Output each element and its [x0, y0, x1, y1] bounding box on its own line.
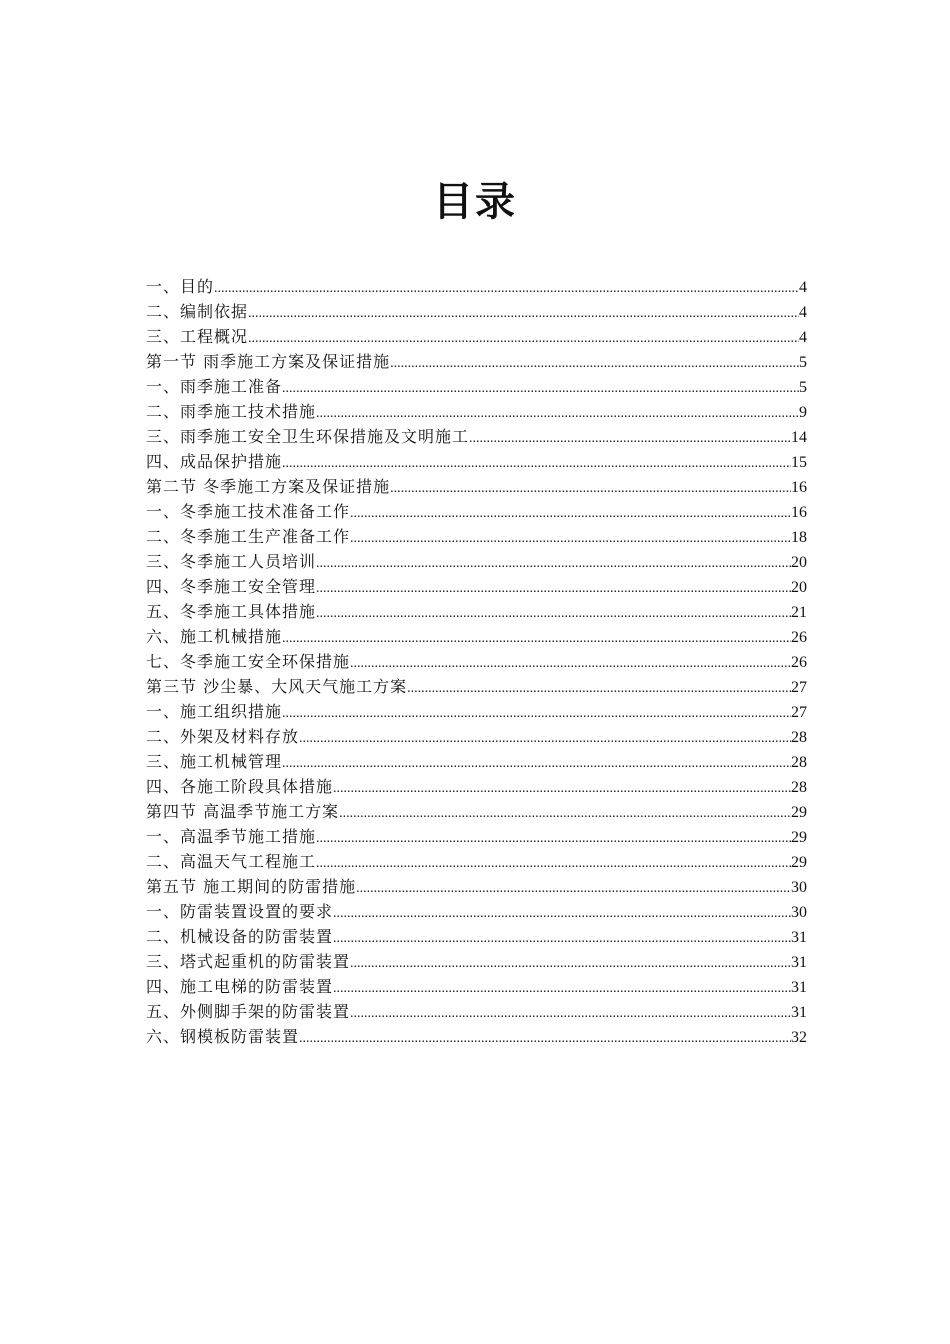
- toc-entry-title: 四、施工电梯的防雷装置: [146, 977, 334, 996]
- toc-entry[interactable]: [146, 324, 807, 349]
- dot-leader: [282, 701, 791, 726]
- toc-entry-title: 三、雨季施工安全卫生环保措施及文明施工: [146, 427, 470, 446]
- toc-page-number: 29: [791, 854, 807, 871]
- dot-leader: [282, 626, 791, 651]
- toc-entry[interactable]: [146, 474, 807, 499]
- dot-leader: [339, 801, 791, 826]
- toc-entry-title: 二、高温天气工程施工: [146, 852, 317, 871]
- toc-entry[interactable]: [146, 874, 807, 899]
- toc-entry[interactable]: [146, 924, 807, 949]
- toc-page-number: 16: [791, 479, 807, 496]
- dot-leader: [333, 976, 791, 1001]
- toc-entry-title: 二、机械设备的防雷装置: [146, 927, 334, 946]
- toc-entry[interactable]: [146, 749, 807, 774]
- dot-leader: [316, 576, 791, 601]
- toc-entry[interactable]: [146, 549, 807, 574]
- dot-leader: [333, 926, 791, 951]
- toc-entry-title: 一、防雷装置设置的要求: [146, 902, 334, 921]
- toc-page-number: 5: [799, 354, 807, 371]
- dot-leader: [350, 501, 791, 526]
- dot-leader: [316, 826, 791, 851]
- toc-entry-title: 第二节 冬季施工方案及保证措施: [146, 477, 391, 496]
- toc-entry-title: 一、雨季施工准备: [146, 377, 283, 396]
- toc-entry[interactable]: [146, 949, 807, 974]
- dot-leader: [390, 476, 791, 501]
- toc-entry-title: 一、目的: [146, 277, 215, 296]
- toc-entry-title: 一、施工组织措施: [146, 702, 283, 721]
- toc-entry[interactable]: [146, 449, 807, 474]
- toc-entry[interactable]: [146, 624, 807, 649]
- toc-entry[interactable]: [146, 349, 807, 374]
- toc-entry[interactable]: [146, 699, 807, 724]
- toc-entry-title: 一、高温季节施工措施: [146, 827, 317, 846]
- toc-page-number: 4: [799, 329, 807, 346]
- dot-leader: [248, 301, 799, 326]
- toc-entry-title: 二、雨季施工技术措施: [146, 402, 317, 421]
- toc-page-number: 31: [791, 979, 807, 996]
- toc-page-number: 27: [791, 704, 807, 721]
- toc-entry-title: 二、冬季施工生产准备工作: [146, 527, 351, 546]
- toc-entry[interactable]: [146, 524, 807, 549]
- dot-leader: [350, 651, 791, 676]
- dot-leader: [316, 851, 791, 876]
- toc-entry-title: 三、冬季施工人员培训: [146, 552, 317, 571]
- toc-entry[interactable]: [146, 599, 807, 624]
- toc-entry-title: 四、各施工阶段具体措施: [146, 777, 334, 796]
- toc-entry-title: 四、成品保护措施: [146, 452, 283, 471]
- toc-entry-title: 三、施工机械管理: [146, 752, 283, 771]
- toc-page-number: 29: [791, 829, 807, 846]
- toc-entry-title: 六、施工机械措施: [146, 627, 283, 646]
- toc-page-number: 30: [791, 879, 807, 896]
- toc-page-number: 21: [791, 604, 807, 621]
- toc-entry[interactable]: [146, 999, 807, 1024]
- toc-entry[interactable]: [146, 724, 807, 749]
- toc-entry-title: 二、编制依据: [146, 302, 249, 321]
- toc-page-number: 26: [791, 629, 807, 646]
- toc-page-number: 9: [799, 404, 807, 421]
- toc-page-number: 30: [791, 904, 807, 921]
- toc-entry[interactable]: [146, 974, 807, 999]
- toc-entry[interactable]: [146, 649, 807, 674]
- toc-entry[interactable]: [146, 499, 807, 524]
- toc-page-number: 20: [791, 554, 807, 571]
- dot-leader: [316, 401, 799, 426]
- toc-entry-title: 第三节 沙尘暴、大风天气施工方案: [146, 677, 408, 696]
- toc-page-number: 28: [791, 779, 807, 796]
- toc-entry-title: 一、冬季施工技术准备工作: [146, 502, 351, 521]
- toc-entry-title: 六、钢模板防雷装置: [146, 1027, 300, 1046]
- dot-leader: [282, 451, 791, 476]
- toc-entry-title: 四、冬季施工安全管理: [146, 577, 317, 596]
- dot-leader: [316, 601, 791, 626]
- toc-page-number: 29: [791, 804, 807, 821]
- toc-entry[interactable]: [146, 849, 807, 874]
- toc-page-number: 31: [791, 954, 807, 971]
- dot-leader: [282, 751, 791, 776]
- dot-leader: [390, 351, 799, 376]
- toc-entry[interactable]: [146, 899, 807, 924]
- toc-entry[interactable]: [146, 374, 807, 399]
- toc-page-number: 20: [791, 579, 807, 596]
- page-title: 目录: [433, 179, 517, 225]
- toc-entry-title: 二、外架及材料存放: [146, 727, 300, 746]
- toc-page-number: 18: [791, 529, 807, 546]
- dot-leader: [350, 1001, 791, 1026]
- toc-page-number: 5: [799, 379, 807, 396]
- dot-leader: [333, 776, 791, 801]
- toc-page-number: 32: [791, 1029, 807, 1046]
- dot-leader: [299, 1026, 791, 1051]
- toc-entry[interactable]: [146, 299, 807, 324]
- toc-page-number: 15: [791, 454, 807, 471]
- dot-leader: [469, 426, 791, 451]
- dot-leader: [282, 376, 799, 401]
- toc-entry[interactable]: [146, 799, 807, 824]
- toc-entry-title: 第四节 高温季节施工方案: [146, 802, 340, 821]
- toc-entry-title: 五、外侧脚手架的防雷装置: [146, 1002, 351, 1021]
- toc-page-number: 31: [791, 1004, 807, 1021]
- toc-entry[interactable]: [146, 824, 807, 849]
- toc-page-number: 4: [799, 304, 807, 321]
- dot-leader: [248, 326, 799, 351]
- dot-leader: [356, 876, 791, 901]
- toc-entry[interactable]: [146, 274, 807, 299]
- toc-page-number: 27: [791, 679, 807, 696]
- toc-page-number: 31: [791, 929, 807, 946]
- toc-entry[interactable]: [146, 399, 807, 424]
- toc-page-number: 26: [791, 654, 807, 671]
- toc-page-number: 28: [791, 729, 807, 746]
- toc-entry-title: 第五节 施工期间的防雷措施: [146, 877, 357, 896]
- toc-entry[interactable]: [146, 424, 807, 449]
- toc-entry[interactable]: [146, 574, 807, 599]
- toc-entry[interactable]: [146, 774, 807, 799]
- toc-entry-title: 七、冬季施工安全环保措施: [146, 652, 351, 671]
- toc-entry-title: 第一节 雨季施工方案及保证措施: [146, 352, 391, 371]
- dot-leader: [350, 526, 791, 551]
- dot-leader: [350, 951, 791, 976]
- toc-page-number: 4: [799, 279, 807, 296]
- dot-leader: [299, 726, 791, 751]
- toc-page-number: 16: [791, 504, 807, 521]
- toc-page-number: 14: [791, 429, 807, 446]
- toc-entry[interactable]: [146, 674, 807, 699]
- dot-leader: [333, 901, 791, 926]
- dot-leader: [407, 676, 791, 701]
- toc-entry[interactable]: [146, 1024, 807, 1049]
- dot-leader: [316, 551, 791, 576]
- toc-entry-title: 三、塔式起重机的防雷装置: [146, 952, 351, 971]
- dot-leader: [214, 276, 799, 301]
- table-of-contents: [146, 274, 807, 1049]
- toc-page-number: 28: [791, 754, 807, 771]
- toc-entry-title: 五、冬季施工具体措施: [146, 602, 317, 621]
- toc-entry-title: 三、工程概况: [146, 327, 249, 346]
